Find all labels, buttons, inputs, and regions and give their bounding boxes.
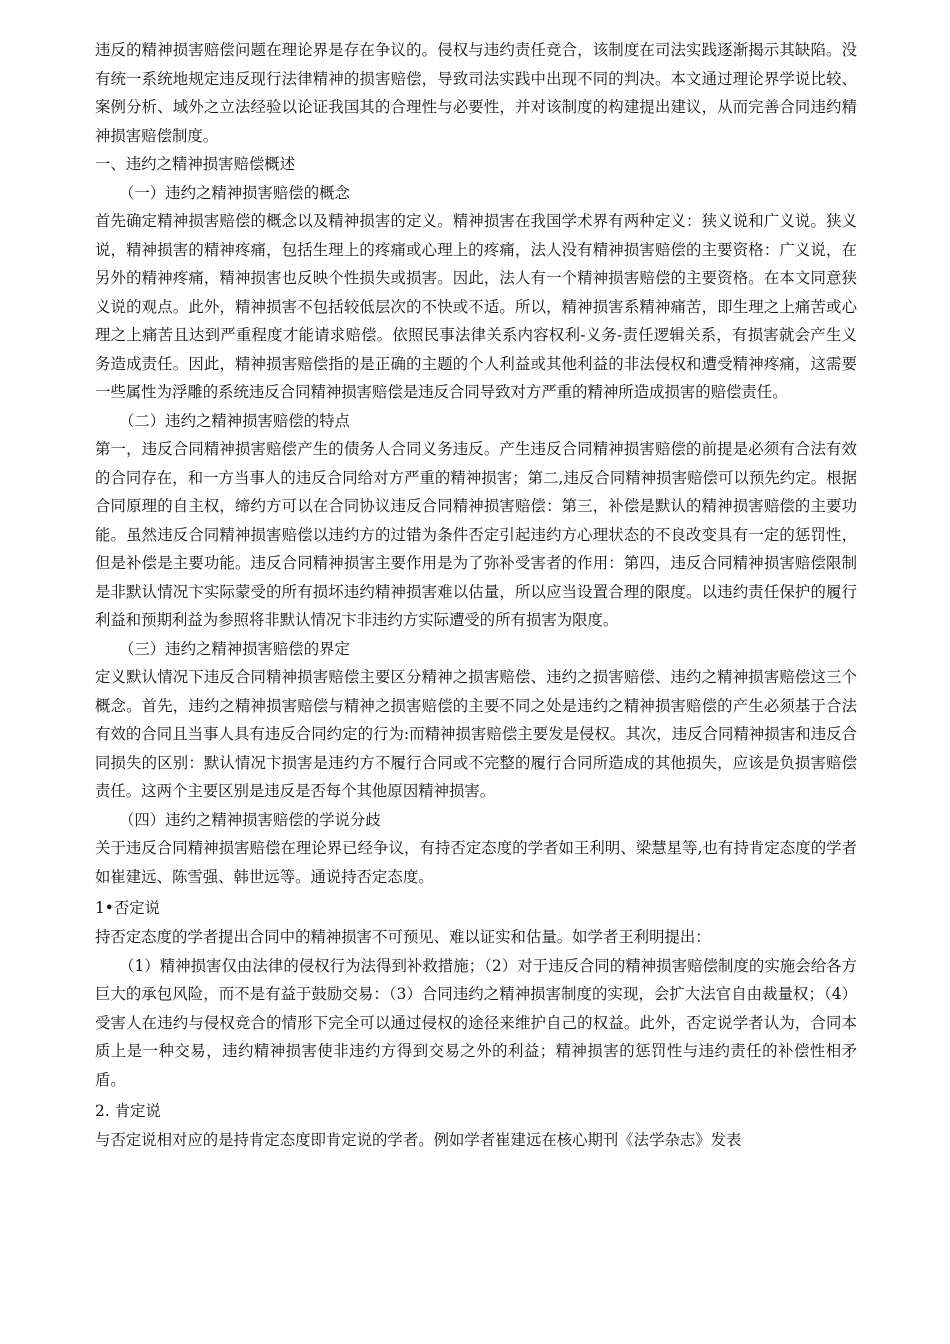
document-page bbox=[95, 36, 857, 1155]
positive-theory-paragraph: 与否定说相对应的是持肯定态度即肯定说的学者。例如学者崔建远在核心期刊《法学杂志》发表 bbox=[95, 1131, 742, 1149]
features-paragraph: 第一，违反合同精神损害赔偿产生的债务人合同义务违反。产生违反合同精神损害赔偿的前提是必须有合法有效的合同存在，和一方当事人的违反合同给对方严重的精神损害；第二,违反合同精神损害赔偿可以预先约定。根据合同原理的自主权，缔约方可以在合同协议违反合同精神损害赔偿：第三，补偿是默认的精神损害赔偿的主要功能。虽然违反合同精神损害赔偿以违约方的过错为条件否定引起违约方心理状态的不良改变具有一定的惩罚性，但是补偿是主要功能。违反合同精神损害主要作用是为了弥补受害者的作用：第四，违反合同精神损害赔偿限制是非默认情况卞实际蒙受的所有损坏违约精神损害难以估量，所以应当设置合理的限度。以违约责任保护的履行利益和预期利益为参照将非默认情况卞非违约方实际遭受的所有损害为限度。 bbox=[95, 440, 857, 629]
negative-theory-points: （1）精神损害仅由法律的侵权行为法得到补救措施；（2）对于违反合同的精神损害赔偿制度的实施会给各方巨大的承包风险，而不是有益于鼓励交易：（3）合同违约之精神损害制度的实现，会扩大法官自由裁量权；（4）受害人在违约与侵权竞合的情形下完全可以通过侵权的途径来维护自己的权益。此外，否定说学者认为，合同本质上是一种交易，违约精神损害使非违约方得到交易之外的利益；精神损害的惩罚性与违约责任的补偿性相矛盾。 bbox=[95, 956, 857, 1089]
concept-paragraph: 首先确定精神损害赔偿的概念以及精神损害的定义。精神损害在我国学术界有两种定义：狭义说和广义说。狭义说，精神损害的精神疼痛，包括生理上的疼痛或心理上的疼痛，法人没有精神损害赔偿的主要资格：广义说，在另外的精神疼痛，精神损害也反映个性损失或损害。因此，法人有一个精神损害赔偿的主要资格。在本文同意狭义说的观点。此外，精神损害不包括较低层次的不快或不适。所以，精神损害系精神痛苦，即生理之上痛苦或心理之上痛苦且达到严重程度才能请求赔偿。依照民事法律关系内容权利-义务-责任逻辑关系，有损害就会产生义务造成责任。因此，精神损害赔偿指的是正确的主题的个人利益或其他利益的非法侵权和遭受精神疼痛，这需要一些属性为浮雕的系统违反合同精神损害赔偿是违反合同导致对方严重的精神所造成损害的赔偿责任。 bbox=[95, 212, 857, 401]
theories-paragraph: 关于违反合同精神损害赔偿在理论界已经争议，有持否定态度的学者如王利明、梁慧星等,也有持肯定态度的学者如崔建远、陈雪强、韩世远等。通说持否定态度。 bbox=[95, 839, 857, 886]
intro-paragraph: 违反的精神损害赔偿问题在理论界是存在争议的。侵权与违约责任竞合，该制度在司法实践逐渐揭示其缺陷。没有统一系统地规定违反现行法律精神的损害赔偿，导致司法实践中出现不同的判决。本文通过理论界学说比较、案例分析、域外之立法经验以论证我国其的合理性与必要性，并对该制度的构建提出建议，从而完善合同违约精神损害赔偿制度。 bbox=[95, 41, 857, 145]
subsection-heading-4: （四）违约之精神损害赔偿的学说分歧 bbox=[119, 810, 381, 829]
subsection-heading-1: （一）违约之精神损害赔偿的概念 bbox=[119, 183, 350, 202]
definition-paragraph: 定义默认情况下违反合同精神损害赔偿主要区分精神之损害赔偿、违约之损害赔偿、违约之精神损害赔偿这三个概念。首先，违约之精神损害赔偿与精神之损害赔偿的主要不同之处是违约之精神损害赔偿的产生必须基于合法有效的合同且当事人具有违反合同约定的行为:而精神损害赔偿主要发是侵权。其次，违反合同精神损害和违反合同损失的区别：默认情况卞损害是违约方不履行合同或不完整的履行合同所造成的其他损失，应该是负损害赔偿责任。这两个主要区别是违反是否每个其他原因精神损害。 bbox=[95, 668, 857, 800]
subsection-heading-2: （二）违约之精神损害赔偿的特点 bbox=[119, 411, 350, 430]
positive-theory-heading: 2. 肯定说 bbox=[95, 1102, 161, 1120]
subsection-heading-3: （三）违约之精神损害赔偿的界定 bbox=[119, 639, 350, 658]
negative-theory-intro: 持否定态度的学者提出合同中的精神损害不可预见、难以证实和估量。如学者王利明提出： bbox=[95, 928, 711, 946]
section-heading-1: 一、违约之精神损害赔偿概述 bbox=[95, 155, 296, 173]
negative-theory-heading: 1•否定说 bbox=[95, 899, 161, 917]
